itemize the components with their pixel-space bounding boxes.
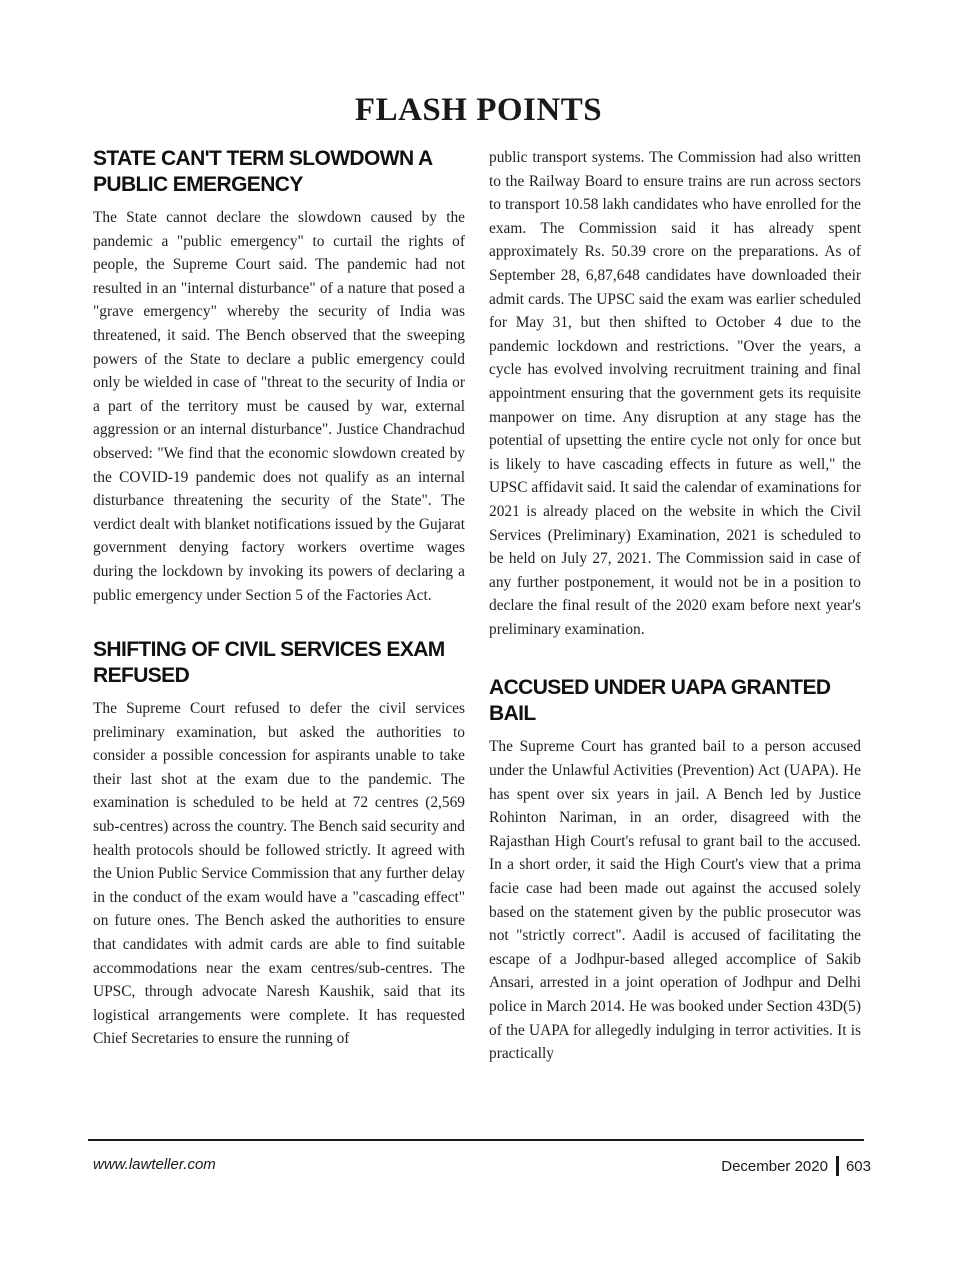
article-body-uapa: The Supreme Court has granted bail to a person accused under the Unlawful Activities (Prevention) Act (UAPA). He has spent over six years in jail. A Bench led by Justice Rohinton Nariman, in an order, disagreed with the Rajasthan High Court's refusal to grant bail to the accused. In a short order, it said the High Court's view that a prima facie case had been made out against the accused solely based on the statement given by the public prosecutor was not "strictly correct". Aadil is accused of facilitating the escape of a Jodhpur-based alleged accomplice of Sakib Ansari, arrested in a joint operation of Jodhpur and Delhi police in March 2014. He was booked under Section 43D(5) of the UAPA for allegedly indulging in terror activities. It is practically [489, 738, 861, 1063]
section-spacer [489, 641, 861, 675]
footer-issue-info [721, 1156, 871, 1176]
article-headline-uapa: ACCUSED UNDER UAPA GRANTED BAIL [489, 676, 831, 726]
section-spacer [93, 607, 465, 637]
footer-website-url: www.lawteller.com [93, 1156, 216, 1173]
article-body-slowdown: The State cannot declare the slowdown caused by the pandemic a "public emergency" to curtail the rights of people, the Supreme Court said. The pandemic had not resulted in an "internal disturbance" of a nature that posed a "grave emergency" whereby the security of India was threatened, it said. The Bench observed that the sweeping powers of the State to declare a public emergency could only be wielded in case of "threat to the security of India or a part of the territory must be caused by war, external aggression or an internal disturbance". Justice Chandrachud observed: "We find that the economic slowdown created by the COVID-19 pandemic does not qualify as an internal disturbance threatening the security of the State". The verdict dealt with blanket notifications issued by the Gujarat government denying factory workers overtime wages during the lockdown by invoking its powers of declaring a public emergency under Section 5 of the Factories Act. [93, 209, 465, 604]
footer-page-number: 603 [845, 1157, 871, 1175]
right-column [489, 146, 861, 1066]
page-title: FLASH POINTS [354, 92, 603, 128]
article-headline-slowdown: STATE CAN'T TERM SLOWDOWN A PUBLIC EMERGENCY [93, 147, 432, 196]
left-column [93, 146, 465, 1051]
article-headline-civil-services: SHIFTING OF CIVIL SERVICES EXAM REFUSED [93, 638, 445, 688]
footer-divider [88, 1139, 864, 1141]
article-body-civil-services-part2: public transport systems. The Commission had also written to the Railway Board to ensure trains are run across sectors to transport 10.58 lakh candidates who have enrolled for the exam. The Commission said it has already spent approximately Rs. 50.39 crore on the preparations. As of September 28, 6,87,648 candidates have downloaded their admit cards. The UPSC said the exam was earlier scheduled for May 31, but then shifted to October 4 due to the pandemic lockdown and restrictions. "Over the years, a cycle has evolved involving recruitment training and final appointment ensuring that the government gets its requisite manpower on time. Any disruption at any stage has the potential of upsetting the entire cycle not only for once but is likely to have cascading effects in future as well," the UPSC affidavit said. It said the calendar of examinations for 2021 is already placed on the website in which the Civil Services (Preliminary) Examination, 2021 is scheduled to be held on July 27, 2021. The Commission said in case of any further postponement, it would not be in a position to declare the final result of the 2020 exam before next year's preliminary examination. [489, 149, 861, 638]
footer-separator-bar [836, 1156, 839, 1176]
article-body-civil-services-part1: The Supreme Court refused to defer the civil services preliminary examination, but asked the authorities to consider a possible concession for aspirants unable to take their last shot at the exam due to the pandemic. The examination is scheduled to be held at 72 centres (2,569 sub-centres) across the country. The Bench said security and health protocols should be followed strictly. It agreed with the Union Public Service Commission that any further delay in the conduct of the exam would have a "cascading effect" on future ones. The Bench asked the authorities to ensure that candidates with admit cards are able to find suitable accommodations near the exam centres/sub-centres. The UPSC, through advocate Naresh Kaushik, said that its logistical arrangements were complete. It has requested Chief Secretaries to ensure the running of [93, 700, 465, 1048]
footer-issue-date: December 2020 [721, 1157, 828, 1175]
